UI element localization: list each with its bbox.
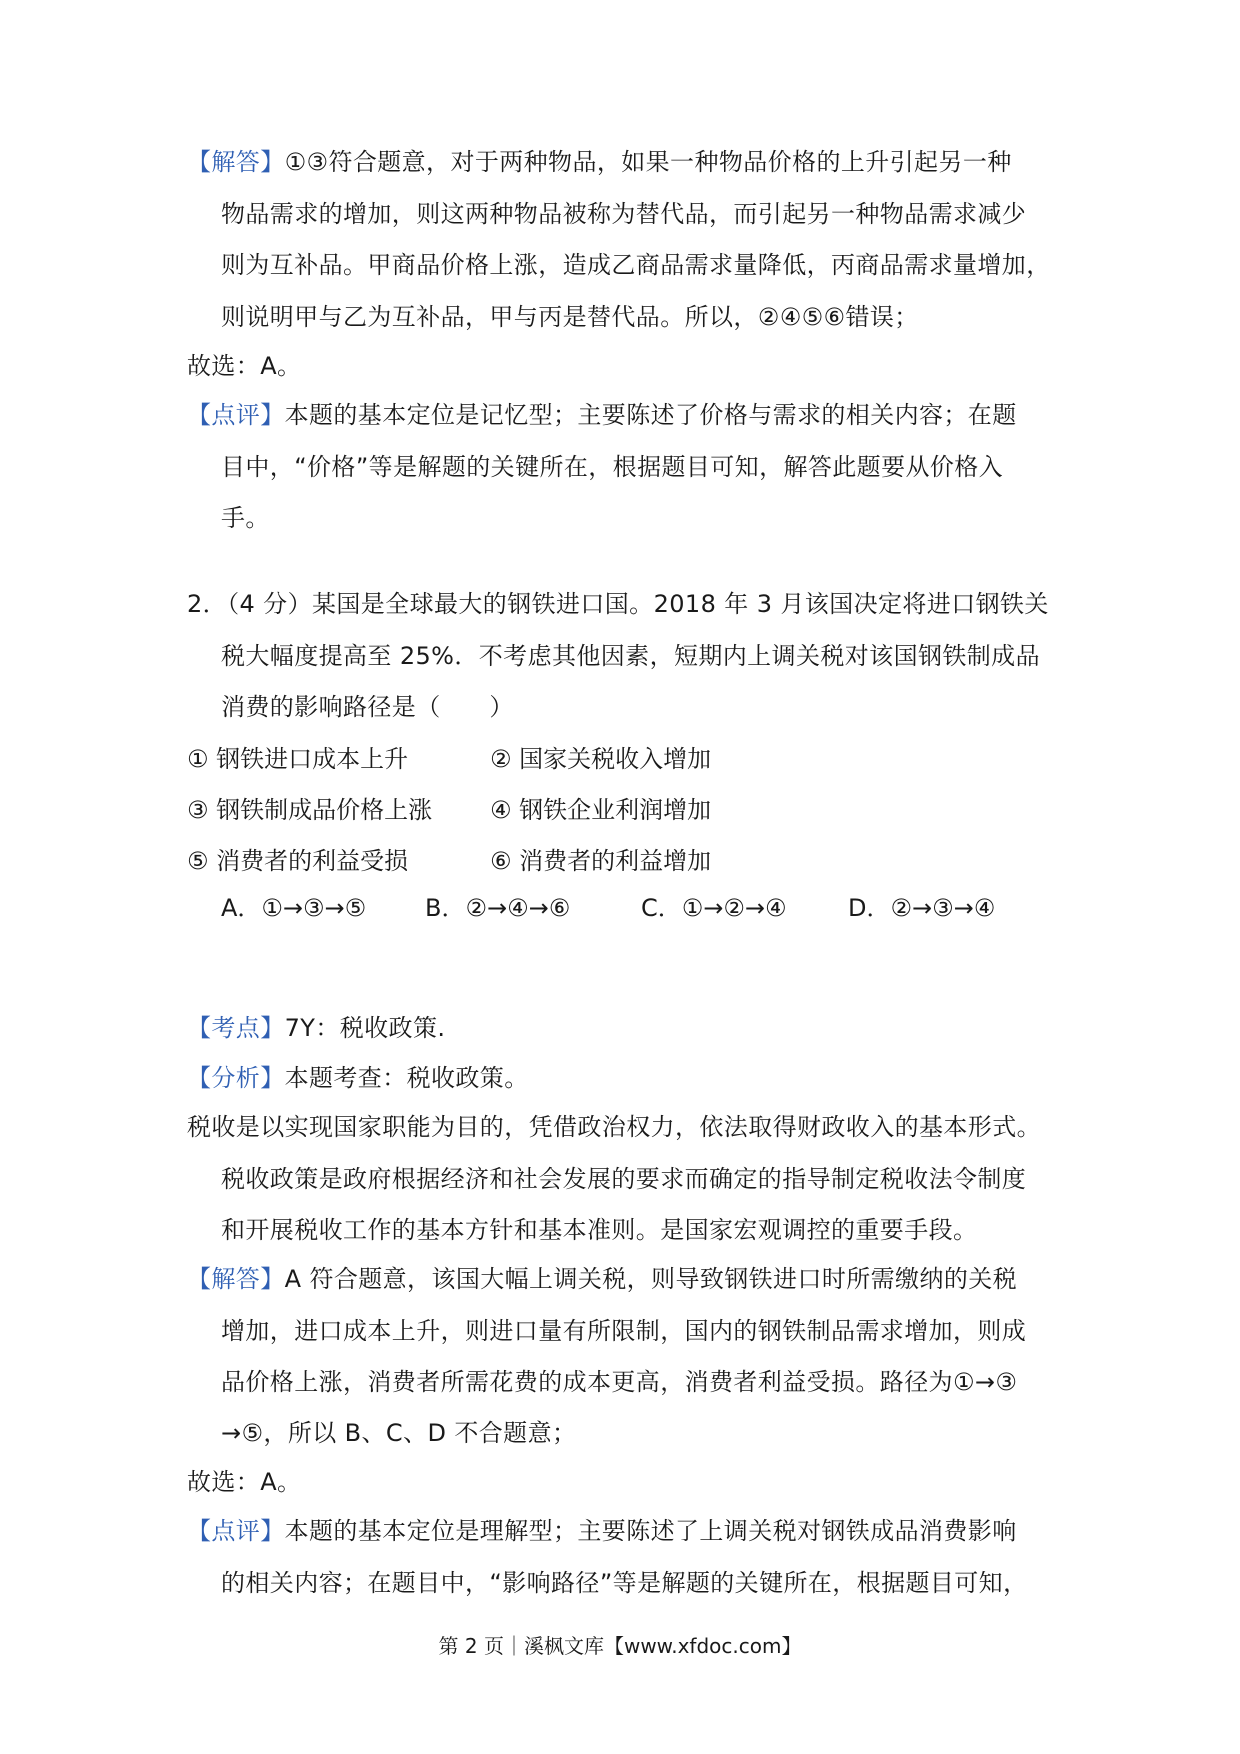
statement-2: ② 国家关税收入增加	[490, 745, 712, 773]
review-line-2: 目中，“价格”等是解题的关键所在，根据题目可知，解答此题要从价格入	[221, 453, 1004, 481]
analysis-body-1: 税收是以实现国家职能为目的，凭借政治权力，依法取得财政收入的基本形式。	[187, 1113, 1041, 1141]
review2-text: 本题的基本定位是理解型；主要陈述了上调关税对钢铁成品消费影响	[284, 1517, 1017, 1545]
question-line-2: 税大幅度提高至 25%．不考虑其他因素，短期内上调关税对该国钢铁制成品	[221, 642, 1040, 670]
analysis-line	[187, 1063, 529, 1093]
answer2-tag: 【解答】	[187, 1265, 285, 1293]
analysis-body-2: 税收政策是政府根据经济和社会发展的要求而确定的指导制定税收法令制度	[221, 1165, 1027, 1193]
point-tag: 【考点】	[187, 1014, 285, 1042]
review2-line-2: 的相关内容；在题目中，“影响路径”等是解题的关键所在，根据题目可知，	[221, 1569, 1028, 1597]
question-line-1: 2．（4 分）某国是全球最大的钢铁进口国。2018 年 3 月该国决定将进口钢铁关	[187, 590, 1049, 618]
review-tag: 【点评】	[187, 401, 285, 429]
option-b: B．②→④→⑥	[425, 894, 571, 922]
choice2-line: 故选：A。	[187, 1468, 302, 1496]
option-a: A．①→③→⑤	[221, 894, 367, 922]
answer2-line-2: 增加，进口成本上升，则进口量有所限制，国内的钢铁制品需求增加，则成	[221, 1317, 1027, 1345]
answer-line-3: 则为互补品。甲商品价格上涨，造成乙商品需求量降低，丙商品需求量增加，	[221, 251, 1051, 279]
answer2-line-1	[187, 1264, 1017, 1294]
answer2-line-3: 品价格上涨，消费者所需花费的成本更高，消费者利益受损。路径为①→③	[221, 1368, 1018, 1396]
choice-line: 故选：A。	[187, 352, 302, 380]
answer2-line-4: →⑤，所以 B、C、D 不合题意；	[221, 1419, 577, 1447]
review2-line-1	[187, 1516, 1017, 1546]
review-text: 本题的基本定位是记忆型；主要陈述了价格与需求的相关内容；在题	[284, 401, 1017, 429]
option-c: C．①→②→④	[641, 894, 787, 922]
answer-line-1	[187, 147, 1012, 177]
answer2-text: A 符合题意，该国大幅上调关税，则导致钢铁进口时所需缴纳的关税	[284, 1265, 1018, 1293]
point-line	[187, 1013, 445, 1043]
review-line-3: 手。	[221, 504, 270, 532]
statement-6: ⑥ 消费者的利益增加	[490, 847, 712, 875]
statement-1: ① 钢铁进口成本上升	[187, 745, 409, 773]
answer-line-2: 物品需求的增加，则这两种物品被称为替代品，而引起另一种物品需求减少	[221, 200, 1027, 228]
statement-4: ④ 钢铁企业利润增加	[490, 796, 712, 824]
answer-line-4: 则说明甲与乙为互补品，甲与丙是替代品。所以，②④⑤⑥错误；	[221, 303, 919, 331]
analysis-text: 本题考查：税收政策。	[284, 1064, 529, 1092]
option-d: D．②→③→④	[848, 894, 996, 922]
statement-5: ⑤ 消费者的利益受损	[187, 847, 409, 875]
statement-3: ③ 钢铁制成品价格上涨	[187, 796, 433, 824]
answer-tag: 【解答】	[187, 148, 285, 176]
analysis-tag: 【分析】	[187, 1064, 285, 1092]
page-footer: 第 2 页｜溪枫文库【www.xfdoc.com】	[438, 1634, 802, 1658]
review2-tag: 【点评】	[187, 1517, 285, 1545]
point-text: 7Y：税收政策.	[284, 1014, 446, 1042]
answer-text: ①③符合题意，对于两种物品，如果一种物品价格的上升引起另一种	[284, 148, 1012, 176]
question-line-3: 消费的影响路径是（ ）	[221, 693, 514, 721]
review-line-1	[187, 400, 1017, 430]
analysis-body-3: 和开展税收工作的基本方针和基本准则。是国家宏观调控的重要手段。	[221, 1216, 978, 1244]
